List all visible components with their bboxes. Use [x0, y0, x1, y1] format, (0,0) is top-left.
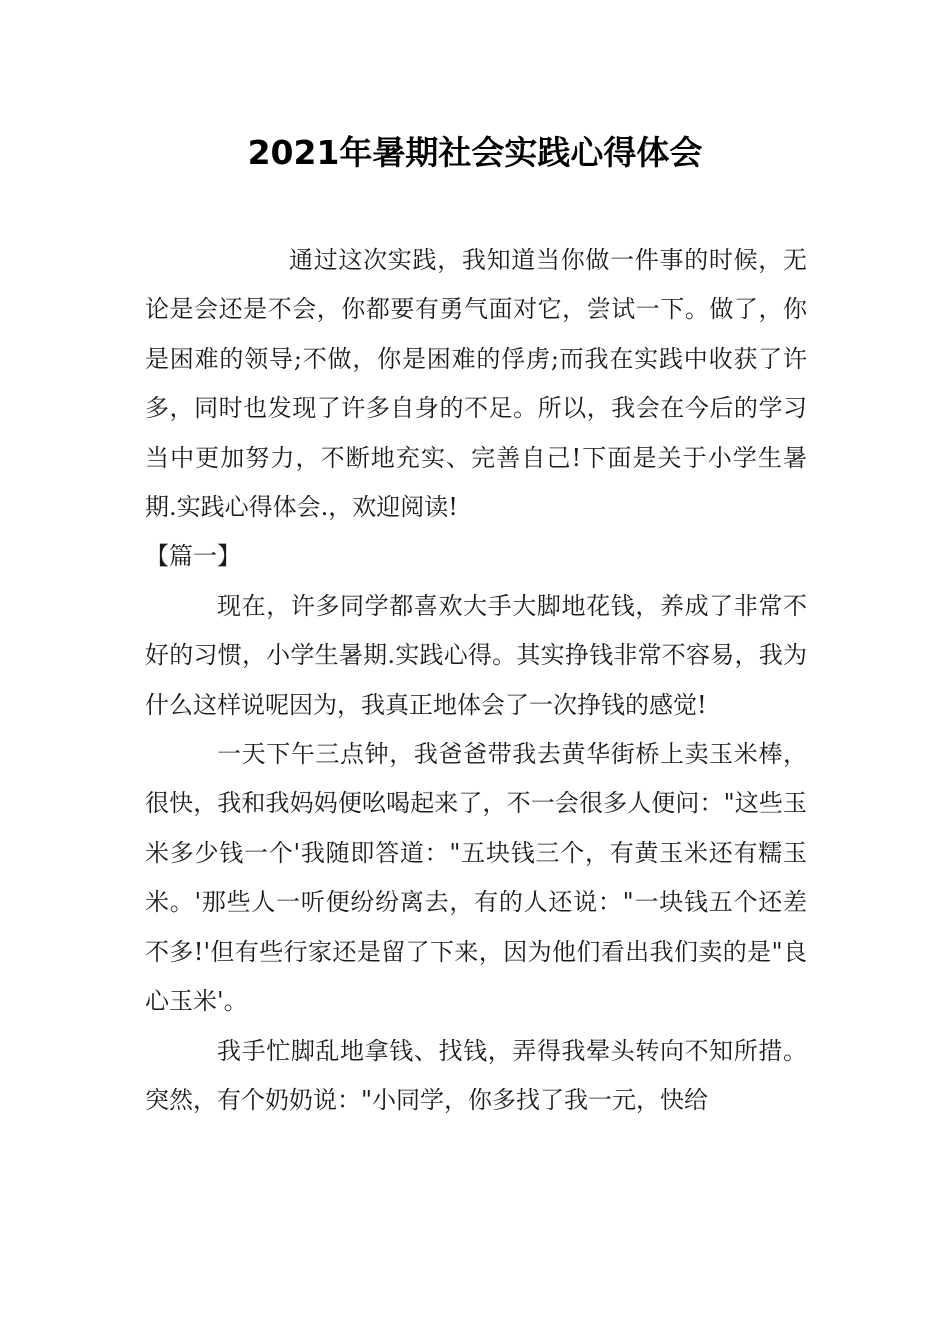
section-label: 【篇一】: [145, 542, 241, 571]
body-paragraph-3: 我手忙脚乱地拿钱、找钱，弄得我晕头转向不知所措。突然，有个奶奶说："小同学，你多找了我一元，快给: [145, 1036, 807, 1114]
document-body: [145, 236, 807, 1125]
body-paragraph-1: 现在，许多同学都喜欢大手大脚地花钱，养成了非常不好的习惯，小学生暑期.实践心得。其实挣钱非常不容易，我为什么这样说呢因为，我真正地体会了一次挣钱的感觉!: [145, 591, 807, 719]
intro-paragraph: 通过这次实践，我知道当你做一件事的时候，无论是会还是不会，你都要有勇气面对它，尝试一下。做了，你是困难的领导;不做，你是困难的俘虏;而我在实践中收获了许多，同时也发现了许多自身的不足。所以，我会在今后的学习当中更加努力，不断地充实、完善自己!下面是关于小学生暑期.实践心得体会.，欢迎阅读!: [145, 246, 807, 522]
document-title: 2021年暑期社会实践心得体会: [247, 133, 703, 172]
body-paragraph-2: 一天下午三点钟，我爸爸带我去黄华街桥上卖玉米棒，很快，我和我妈妈便吆喝起来了，不一会很多人便问："这些玉米多少钱一个'我随即答道："五块钱三个，有黄玉米还有糯玉米。'那些人一听便纷纷离去，有的人还说："一块钱五个还差不多!'但有些行家还是留了下来，因为他们看出我们卖的是"良心玉米'。: [145, 740, 807, 1016]
